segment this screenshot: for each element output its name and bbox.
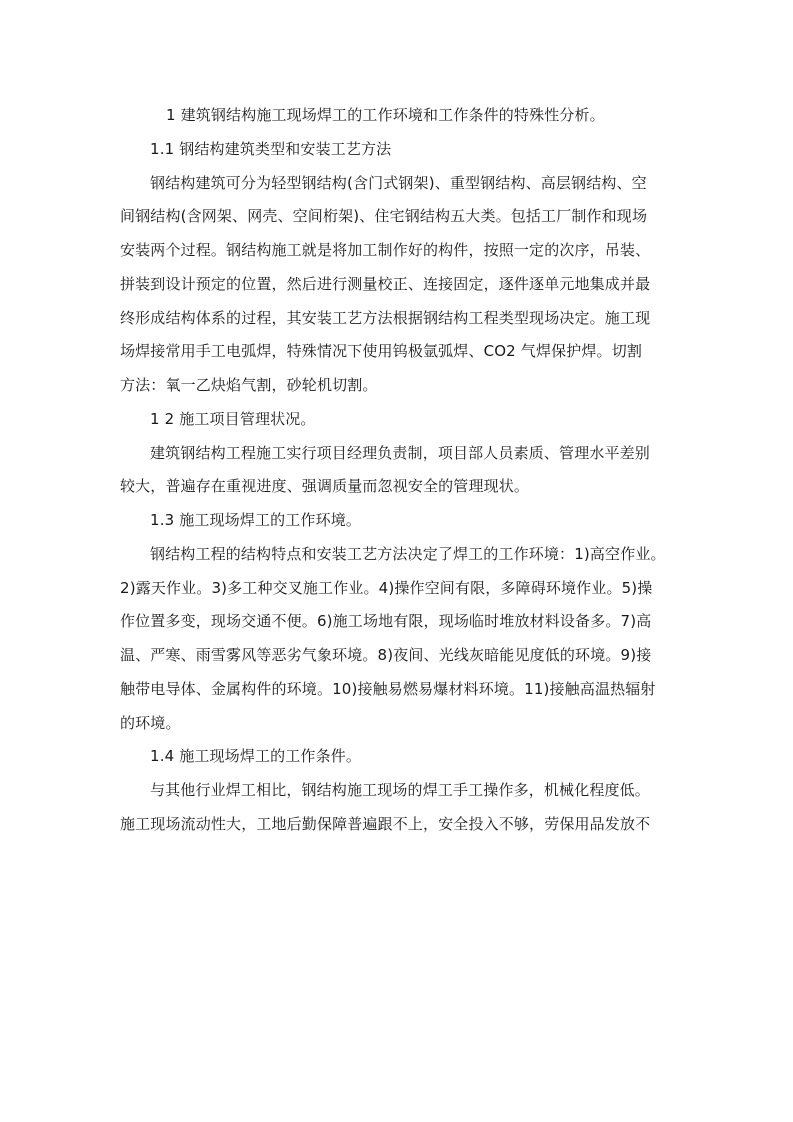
paragraph-line: 施工现场流动性大，工地后勤保障普遍跟不上，安全投入不够，劳保用品发放不 (120, 814, 651, 833)
subsection-heading-1-1: 1.1 钢结构建筑类型和安装工艺方法 (150, 139, 392, 158)
paragraph-line: 间钢结构(含网架、网壳、空间桁架)、住宅钢结构五大类。包括工厂制作和现场 (120, 207, 648, 226)
paragraph-line: 与其他行业焊工相比，钢结构施工现场的焊工手工操作多，机械化程度低。 (150, 781, 650, 799)
section-heading-1: 1 建筑钢结构施工现场焊工的工作环境和工作条件的特殊性分析。 (166, 106, 605, 124)
paragraph-line: 方法：氧一乙炔焰气割，砂轮机切割。 (120, 376, 378, 394)
paragraph-line: 2)露天作业。3)多工种交叉施工作业。4)操作空间有限，多障碍环境作业。5)操 (120, 578, 653, 597)
document-body (120, 99, 686, 842)
paragraph-line: 触带电导体、金属构件的环境。10)接触易燃易爆材料环境。11)接触高温热辐射 (120, 679, 656, 698)
paragraph-line: 建筑钢结构工程施工实行项目经理负责制，项目部人员素质、管理水平差别 (150, 443, 650, 462)
paragraph-line: 作位置多变，现场交通不便。6)施工场地有限，现场临时堆放材料设备多。7)高 (120, 612, 652, 631)
subsection-heading-1-2: 1 2 施工项目管理状况。 (150, 409, 316, 428)
paragraph-line: 较大，普遍存在重视进度、强调质量而忽视安全的管理现状。 (120, 477, 530, 496)
paragraph-line: 温、严寒、雨雪雾风等恶劣气象环境。8)夜间、光线灰暗能见度低的环境。9)接 (120, 646, 652, 664)
paragraph-line: 钢结构工程的结构特点和安装工艺方法决定了焊工的工作环境：1)高空作业。 (150, 544, 666, 563)
paragraph-line: 终形成结构体系的过程，其安装工艺方法根据钢结构工程类型现场决定。施工现 (120, 308, 651, 327)
paragraph-line: 安装两个过程。钢结构施工就是将加工制作好的构件，按照一定的次序，吊装、 (120, 241, 651, 259)
subsection-heading-1-3: 1.3 施工现场焊工的工作环境。 (150, 511, 362, 529)
paragraph-line: 钢结构建筑可分为轻型钢结构(含门式钢架)、重型钢结构、高层钢结构、空 (150, 173, 647, 192)
subsection-heading-1-4: 1.4 施工现场焊工的工作条件。 (150, 747, 362, 766)
paragraph-line: 的环境。 (120, 713, 181, 732)
paragraph-line: 拼装到设计预定的位置，然后进行测量校正、连接固定，逐件逐单元地集成并最 (120, 274, 651, 293)
paragraph-line: 场焊接常用手工电弧焊，特殊情况下使用钨极氩弧焊、CO2 气焊保护焊。切割 (120, 342, 642, 361)
